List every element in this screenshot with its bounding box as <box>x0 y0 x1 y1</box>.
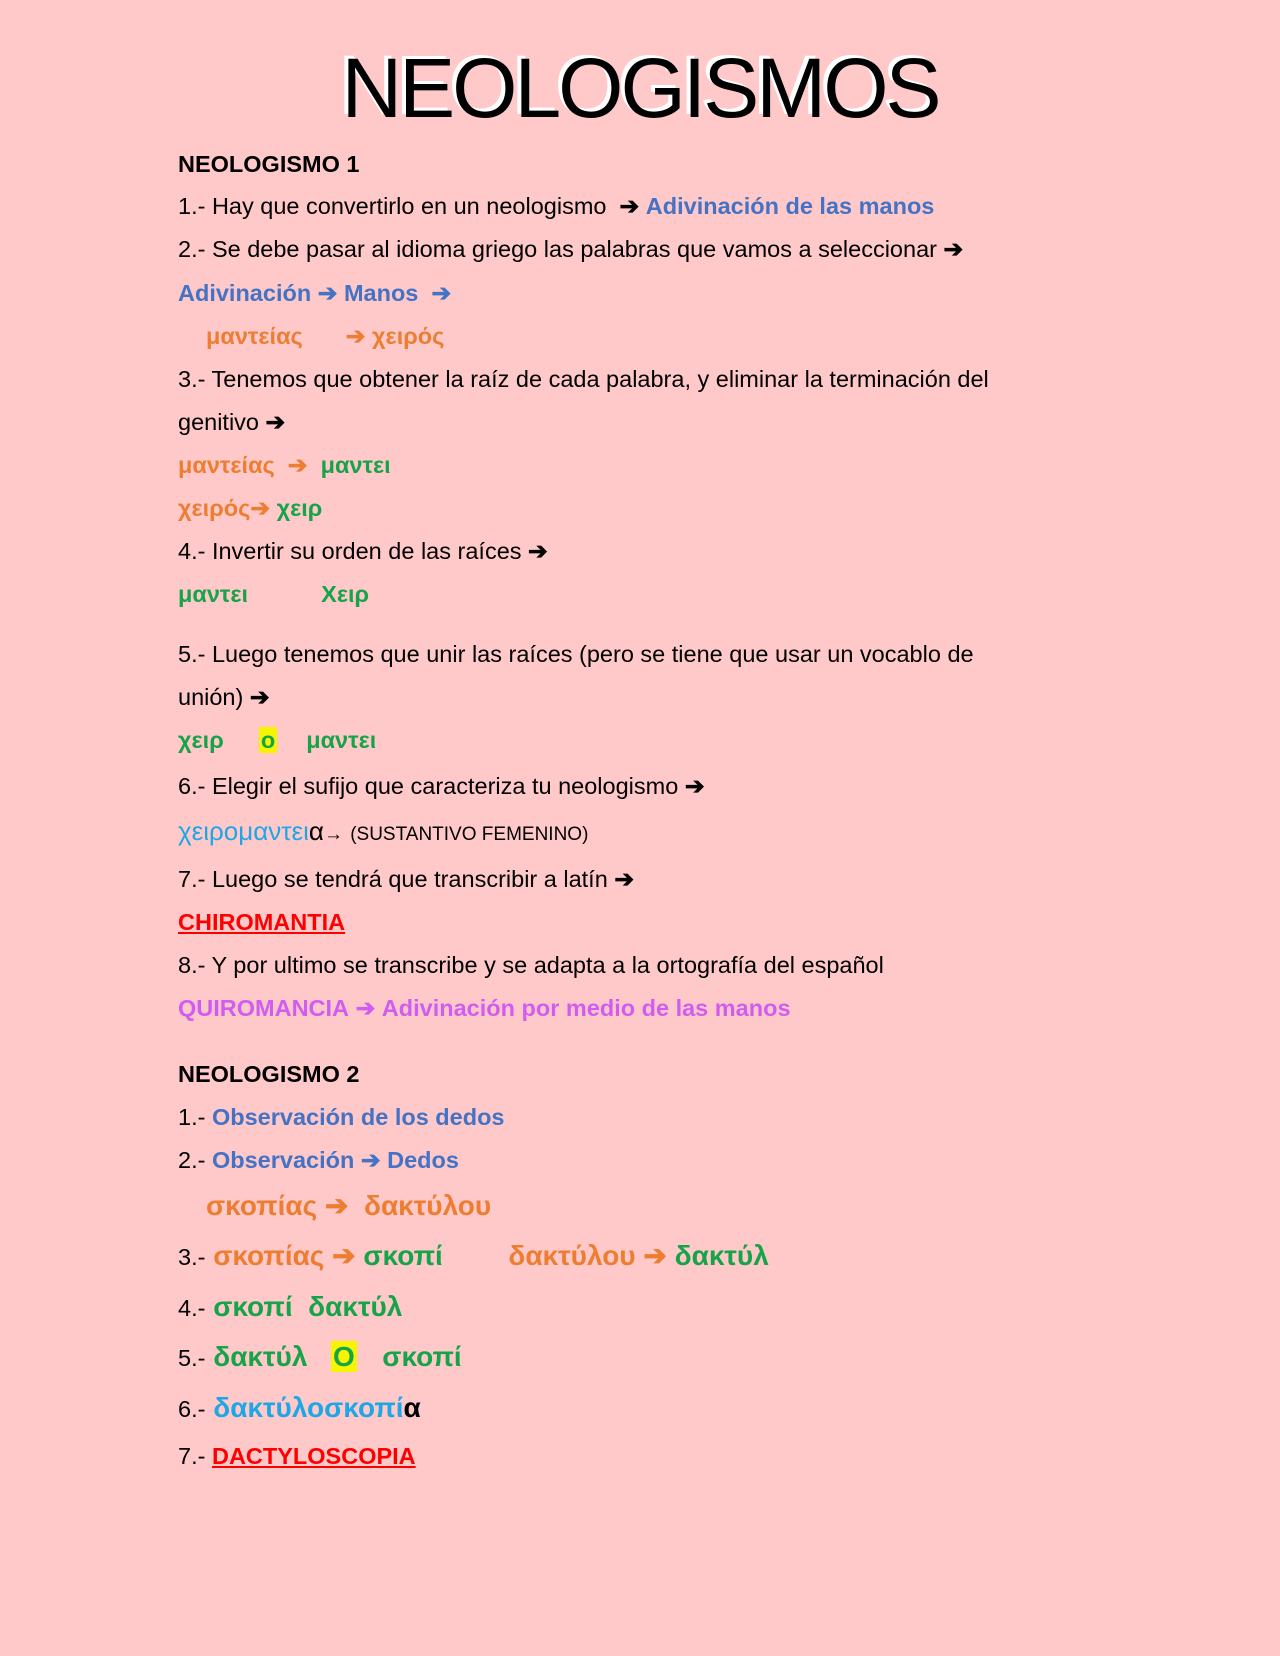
arrow-icon: ➔ <box>643 1240 667 1271</box>
arrow-right-icon: → <box>323 824 343 845</box>
n1-greek-manteias: μαντείας <box>206 323 303 349</box>
arrow-icon: ➔ <box>250 495 271 521</box>
n1-word-adivinacion: Adivinación <box>178 280 312 306</box>
n1-step-8-result <box>178 994 791 1022</box>
n1-step-6-note: (SUSTANTIVO FEMENINO) <box>350 824 589 845</box>
arrow-icon: ➔ <box>528 538 548 564</box>
n2-step-6-word: δακτύλοσκοπί <box>213 1392 404 1423</box>
n1-step-2-text: 2.- Se debe pasar al idioma griego las palabras que vamos a seleccionar <box>178 236 937 262</box>
arrow-icon: ➔ <box>431 280 452 306</box>
n2-step-4-number: 4.- <box>178 1295 206 1321</box>
n1-step-5-union: unión) <box>178 684 244 710</box>
n1-word-manos: Manos <box>343 280 419 306</box>
arrow-icon: ➔ <box>684 773 705 799</box>
n1-step-2 <box>178 235 963 263</box>
n1-step-7 <box>178 865 634 893</box>
n2-step-5-root-1: δακτύλ <box>213 1341 308 1372</box>
n2-root-b-to: δακτύλ <box>674 1240 769 1271</box>
arrow-icon: ➔ <box>943 236 964 262</box>
n2-step-3-number: 3.- <box>178 1244 206 1270</box>
n1-greek-cheiros: χειρός <box>372 323 445 349</box>
n1-step-3-root-b <box>178 494 322 522</box>
n2-greek-daktylou: δακτύλου <box>363 1190 492 1221</box>
n2-step-7-latin: DACTYLOSCOPIA <box>211 1443 416 1469</box>
n1-step-6-word: χειρομαντει <box>178 816 309 846</box>
n1-step-6 <box>178 772 705 800</box>
n1-root-a-from: μαντείας <box>178 452 275 478</box>
n1-step-8-word: QUIROMANCIA <box>178 995 350 1021</box>
n1-step-4-roots <box>178 580 369 608</box>
n2-step-4-root-2: δακτύλ <box>308 1291 403 1322</box>
n1-step-7-latin: CHIROMANTIA <box>178 909 346 935</box>
arrow-icon: ➔ <box>619 193 640 219</box>
arrow-icon: ➔ <box>324 1190 349 1221</box>
n2-step-2-greek <box>206 1189 491 1223</box>
arrow-icon: ➔ <box>614 866 635 892</box>
n2-root-a-from: σκοπίας <box>213 1240 325 1271</box>
arrow-icon: ➔ <box>287 452 308 478</box>
n1-step-2-words <box>178 279 451 307</box>
n2-step-7-number: 7.- <box>178 1443 206 1469</box>
n2-step-1-number: 1.- <box>178 1104 206 1130</box>
n1-step-5-join <box>178 726 376 754</box>
n2-word-dedos: Dedos <box>387 1147 459 1173</box>
n1-step-5-root-2: μαντει <box>306 727 377 753</box>
n1-step-4 <box>178 537 548 565</box>
arrow-icon: ➔ <box>360 1147 381 1173</box>
n2-step-7 <box>178 1442 416 1470</box>
arrow-icon: ➔ <box>332 1240 356 1271</box>
n2-step-1-value: Observación de los dedos <box>211 1104 505 1130</box>
page-title: NEOLOGISMOS <box>341 41 939 135</box>
n1-step-4-text: 4.- Invertir su orden de las raíces <box>178 538 522 564</box>
n1-step-4-root-2: Χειρ <box>321 581 370 607</box>
n2-step-3 <box>178 1239 769 1273</box>
n2-word-observacion: Observación <box>211 1147 355 1173</box>
n2-step-5-number: 5.- <box>178 1345 206 1371</box>
n1-root-a-to: μαντει <box>320 452 391 478</box>
n2-greek-skopias: σκοπίας <box>206 1190 318 1221</box>
n2-step-5 <box>178 1340 462 1374</box>
n1-step-3-text-a: 3.- Tenemos que obtener la raíz de cada palabra, y eliminar la terminación del <box>178 366 989 392</box>
n1-step-6-text: 6.- Elegir el sufijo que caracteriza tu neologismo <box>178 773 679 799</box>
n1-step-5-root-1: χειρ <box>178 727 224 753</box>
n1-step-1 <box>178 192 934 220</box>
n2-step-4 <box>178 1290 402 1324</box>
n1-step-3-root-a <box>178 451 391 479</box>
n1-step-8-meaning: Adivinación por medio de las manos <box>381 995 791 1021</box>
n1-root-b-to: χειρ <box>276 495 323 521</box>
n2-step-6-number: 6.- <box>178 1396 206 1422</box>
n2-root-a-to: σκοπί <box>363 1240 443 1271</box>
neologismo-2-heading: NEOLOGISMO 2 <box>178 1061 360 1087</box>
n1-step-6-suffix: α <box>308 816 324 846</box>
n1-step-3-genitivo: genitivo <box>178 409 259 435</box>
n2-step-6-suffix: α <box>403 1392 421 1423</box>
n1-step-8: 8.- Y por ultimo se transcribe y se adapta a la ortografía del español <box>178 952 884 978</box>
n1-root-b-from: χειρός <box>178 495 251 521</box>
n1-step-7-text: 7.- Luego se tendrá que transcribir a latín <box>178 866 608 892</box>
n2-step-2-number: 2.- <box>178 1147 206 1173</box>
n1-step-6-result <box>178 816 588 847</box>
neologismo-1-heading: NEOLOGISMO 1 <box>178 151 360 177</box>
n1-step-3-text-b <box>178 408 285 436</box>
n1-step-5-text-b <box>178 683 270 711</box>
n2-step-2 <box>178 1146 459 1174</box>
arrow-icon: ➔ <box>265 409 286 435</box>
n2-step-1 <box>178 1103 505 1131</box>
n2-step-6 <box>178 1391 421 1425</box>
n1-step-5-link-vowel: ο <box>260 727 276 753</box>
n1-step-5-text-a: 5.- Luego tenemos que unir las raíces (pero se tiene que usar un vocablo de <box>178 641 974 667</box>
n2-step-5-root-2: σκοπί <box>382 1341 462 1372</box>
n1-step-2-greek <box>206 322 444 350</box>
arrow-icon: ➔ <box>345 323 366 349</box>
n2-step-5-link-vowel: O <box>332 1341 355 1372</box>
n1-step-1-text: 1.- Hay que convertirlo en un neologismo <box>178 193 607 219</box>
n1-step-4-root-1: μαντει <box>178 581 249 607</box>
n2-root-b-from: δακτύλου <box>508 1240 636 1271</box>
n1-step-1-value: Adivinación de las manos <box>645 193 935 219</box>
n2-step-4-root-1: σκοπί <box>213 1291 293 1322</box>
arrow-icon: ➔ <box>317 280 338 306</box>
arrow-icon: ➔ <box>355 995 376 1021</box>
arrow-icon: ➔ <box>249 684 270 710</box>
